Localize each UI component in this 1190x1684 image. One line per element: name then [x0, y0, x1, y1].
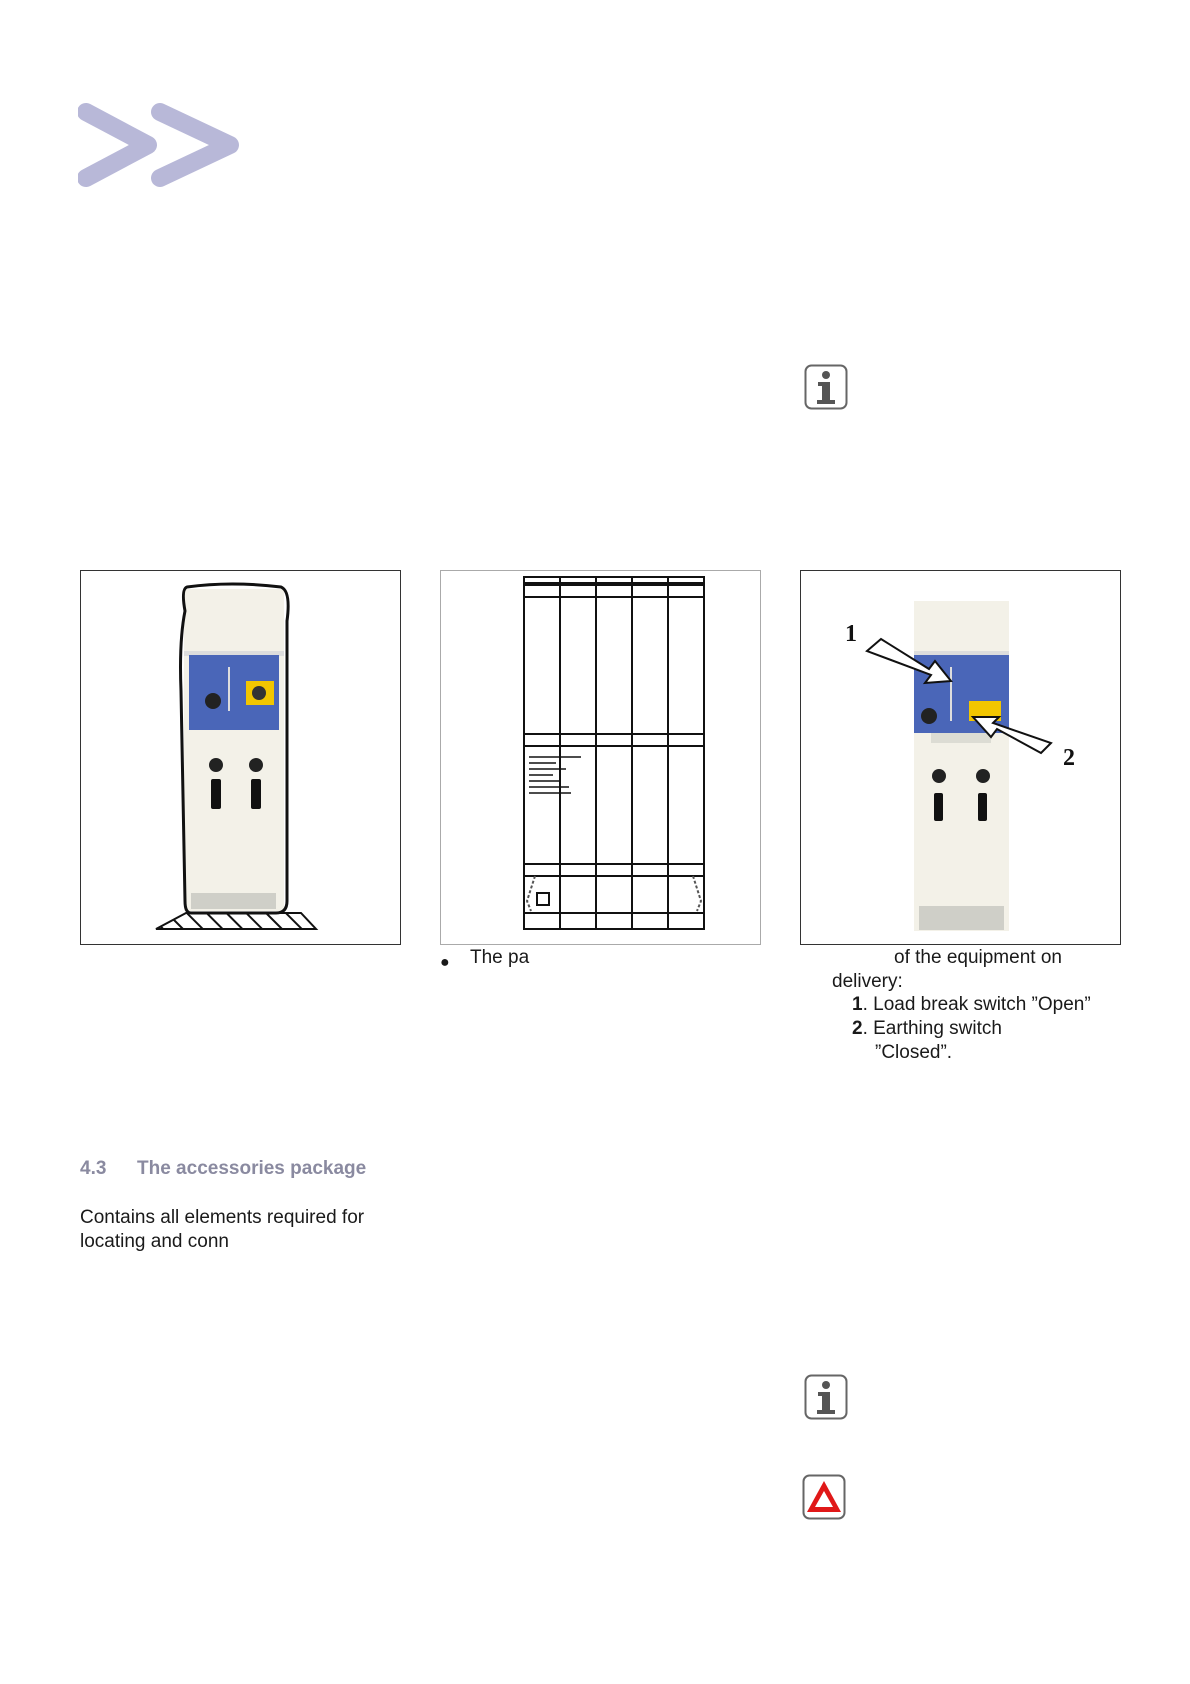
middle-caption: The pa	[470, 947, 530, 968]
right-caption-item-2	[852, 1017, 1002, 1041]
right-caption-item-1	[852, 993, 1091, 1017]
item-1-text: . Load break switch ”Open”	[862, 994, 1091, 1015]
item-2-text: . Earthing switch	[862, 1018, 1002, 1039]
right-caption-line2: delivery:	[832, 971, 903, 992]
figure-panel-delivery-state	[800, 570, 1121, 945]
figure-packaging-crate	[440, 570, 761, 945]
section-body-line2: locating and conn	[80, 1231, 229, 1252]
section-title: The accessories package	[137, 1158, 367, 1179]
right-caption-line1: of the equipment on	[894, 947, 1062, 968]
figure-panel-outline	[80, 570, 401, 945]
right-caption-item-2-cont: ”Closed”.	[875, 1042, 953, 1063]
section-body-line1: Contains all elements required for	[80, 1207, 365, 1228]
info-icon	[804, 364, 848, 410]
double-chevron-logo	[78, 100, 248, 190]
bullet-dot: ●	[440, 954, 450, 971]
item-2-number: 2	[852, 1018, 863, 1039]
callout-1-label: 1	[845, 621, 857, 647]
item-1-number: 1	[852, 994, 863, 1015]
callout-2-label: 2	[1063, 745, 1075, 771]
section-number: 4.3	[80, 1158, 107, 1179]
warning-triangle-icon	[802, 1474, 846, 1520]
info-icon	[804, 1374, 848, 1420]
